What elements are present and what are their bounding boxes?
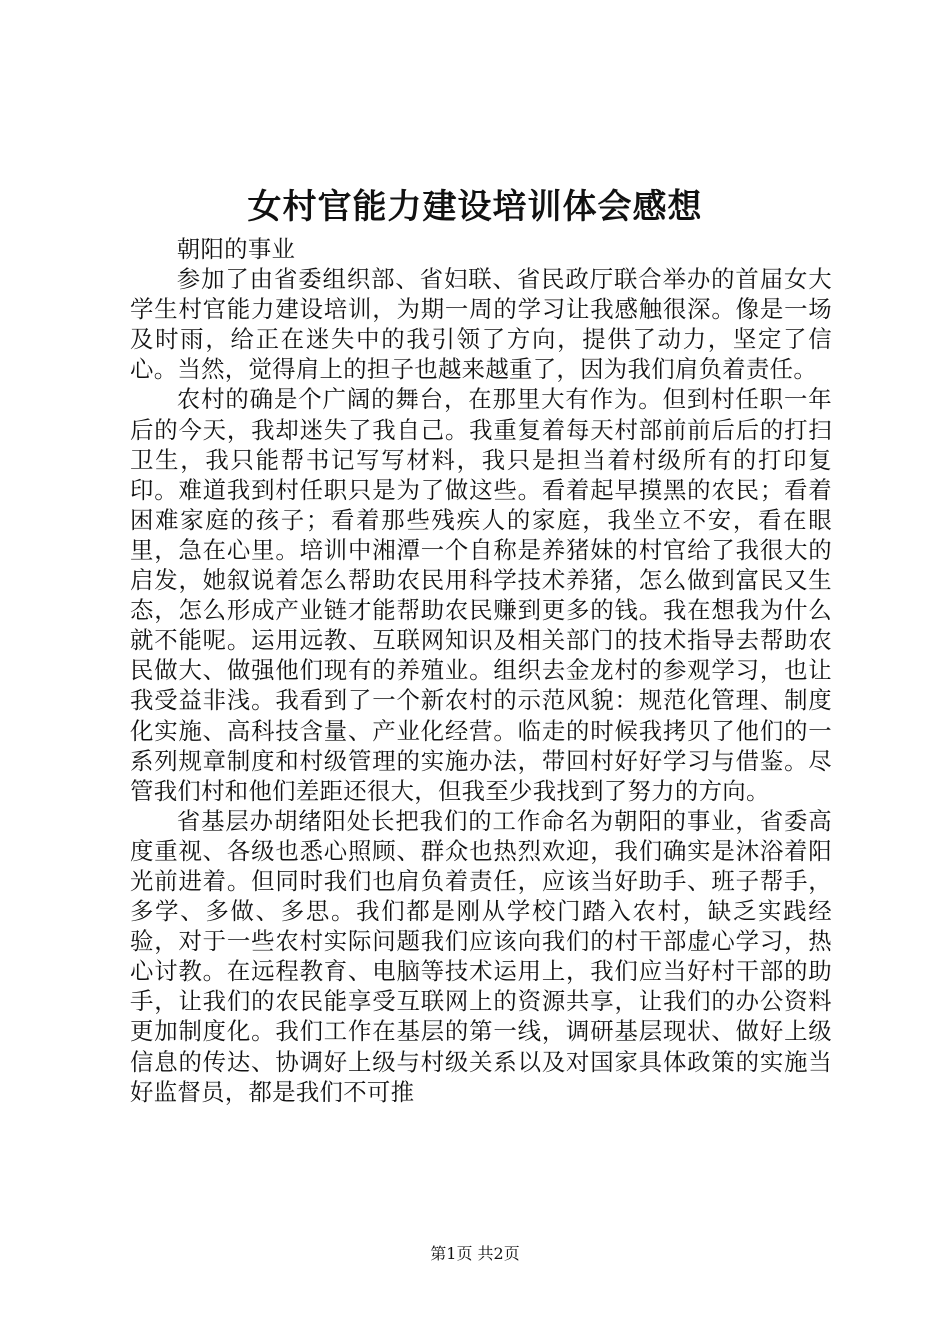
paragraph: 省基层办胡绪阳处长把我们的工作命名为朝阳的事业，省委高度重视、各级也悉心照顾、群众也热烈欢迎，我们确实是沐浴着阳光前进着。但同时我们也肩负着责任，应该当好助手、班子帮手，多学、多做、多思。我们都是刚从学校门踏入农村，缺乏实践经验，对于一些农村实际问题我们应该向我们的村干部虚心学习，热心讨教。在远程教育、电脑等技术运用上，我们应当好村干部的助手，让我们的农民能享受互联网上的资源共享，让我们的办公资料更加制度化。我们工作在基层的第一线，调研基层现状、做好上级信息的传达、协调好上级与村级关系以及对国家具体政策的实施当好监督员，都是我们不可推 xyxy=(130,806,832,1106)
section-heading: 朝阳的事业 xyxy=(176,235,296,263)
paragraph: 农村的确是个广阔的舞台，在那里大有作为。但到村任职一年后的今天，我却迷失了我自己。我重复着每天村部前前后后的打扫卫生，我只能帮书记写写材料，我只是担当着村级所有的打印复印。难道我到村任职只是为了做这些。看着起早摸黑的农民；看着困难家庭的孩子；看着那些残疾人的家庭，我坐立不安，看在眼里，急在心里。培训中湘潭一个自称是养猪妹的村官给了我很大的启发，她叙说着怎么帮助农民用科学技术养猪，怎么做到富民又生态，怎么形成产业链才能帮助农民赚到更多的钱。我在想我为什么就不能呢。运用远教、互联网知识及相关部门的技术指导去帮助农民做大、做强他们现有的养殖业。组织去金龙村的参观学习，也让我受益非浅。我看到了一个新农村的示范风貌：规范化管理、制度化实施、高科技含量、产业化经营。临走的时候我拷贝了他们的一系列规章制度和村级管理的实施办法，带回村好好学习与借鉴。尽管我们村和他们差距还很大，但我至少我找到了努力的方向。 xyxy=(130,385,832,805)
paragraph: 参加了由省委组织部、省妇联、省民政厅联合举办的首届女大学生村官能力建设培训，为期一周的学习让我感触很深。像是一场及时雨，给正在迷失中的我引领了方向，提供了动力，坚定了信心。当然，觉得肩上的担子也越来越重了，因为我们肩负着责任。 xyxy=(130,265,832,384)
page-title: 女村官能力建设培训体会感想 xyxy=(247,187,703,227)
page-footer: 第1页 共2页 xyxy=(430,1244,520,1263)
document-body xyxy=(130,234,832,1107)
